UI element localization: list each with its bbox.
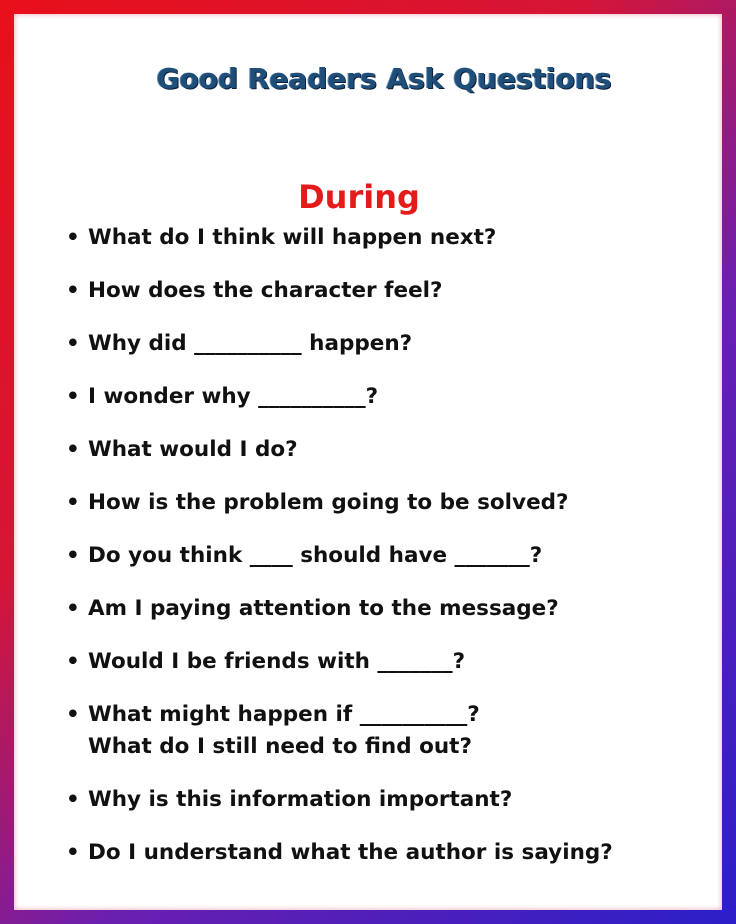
list-item: [66, 593, 726, 625]
list-item: [66, 837, 726, 869]
bullet-icon: •: [66, 437, 80, 462]
list-item: [66, 540, 726, 572]
bullet-icon: •: [66, 787, 80, 812]
question-text: How does the character feel?: [88, 278, 443, 303]
list-item: [66, 381, 726, 413]
list-item: [66, 646, 726, 678]
bullet-icon: •: [66, 278, 80, 303]
bullet-icon: •: [66, 596, 80, 621]
bullet-icon: •: [66, 490, 80, 515]
question-text: Do you think ____ should have _______?: [88, 543, 543, 568]
list-item: [66, 434, 726, 466]
section-heading: During: [298, 178, 420, 216]
question-text: Why is this information important?: [88, 787, 513, 812]
bullet-icon: •: [66, 225, 80, 250]
question-text: Am I paying attention to the message?: [88, 596, 559, 621]
bullet-icon: •: [66, 840, 80, 865]
worksheet-page: [14, 14, 722, 910]
bullet-icon: •: [66, 702, 80, 727]
question-text-continued: What do I still need to find out?: [88, 734, 472, 759]
bullet-icon: •: [66, 543, 80, 568]
list-item: [66, 328, 726, 360]
bullet-icon: •: [66, 331, 80, 356]
bullet-icon: •: [66, 649, 80, 674]
question-text: Why did __________ happen?: [88, 331, 413, 356]
list-item: [66, 699, 726, 763]
list-item: [66, 487, 726, 519]
question-text: Do I understand what the author is saying?: [88, 840, 613, 865]
question-text: What might happen if __________?: [88, 702, 480, 727]
question-text: Would I be friends with _______?: [88, 649, 466, 674]
list-item: [66, 275, 726, 307]
question-list: [66, 222, 726, 890]
page-title: Good Readers Ask Questions: [156, 62, 612, 95]
question-text: What do I think will happen next?: [88, 225, 497, 250]
list-item: [66, 222, 726, 254]
list-item: [66, 784, 726, 816]
question-text: How is the problem going to be solved?: [88, 490, 569, 515]
question-text: I wonder why __________?: [88, 384, 379, 409]
question-text: What would I do?: [88, 437, 298, 462]
bullet-icon: •: [66, 384, 80, 409]
